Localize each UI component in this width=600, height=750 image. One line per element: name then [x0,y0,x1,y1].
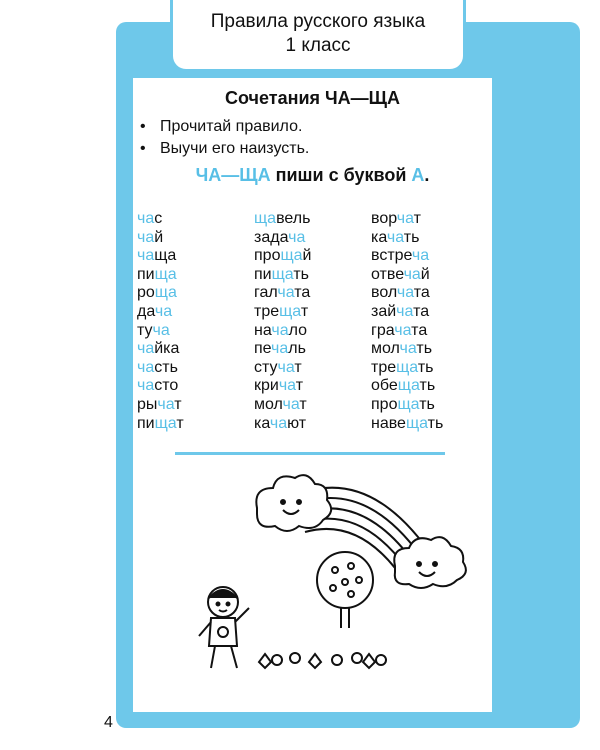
word-part: ть [419,395,435,413]
word-item [371,210,443,229]
word-part: на [254,321,272,339]
word-part: ль [288,340,306,358]
word-highlight: ща [397,377,420,395]
word-item [137,322,184,341]
word-part: вор [371,210,397,227]
word-part: наве [371,414,406,432]
word-item [254,322,311,341]
word-part: сто [154,377,179,395]
word-item [137,210,184,229]
word-highlight: ща [154,265,177,283]
word-highlight: ча [269,414,288,432]
word-part: т [294,358,302,376]
word-part: встре [371,247,412,265]
word-part: т [413,210,421,227]
word-highlight: ща [154,284,177,302]
word-part: тре [254,302,280,320]
word-part: гал [254,284,278,302]
rule-end: . [424,165,430,185]
grade-label: 1 класс [285,35,351,56]
rule-statement [133,165,492,186]
word-highlight: ча [157,395,175,413]
word-item [137,396,184,415]
word-part: й [302,247,312,265]
word-item [137,359,184,378]
list-item [140,138,309,160]
word-item [371,266,443,285]
word-part: ры [137,395,158,413]
word-highlight: ча [386,228,404,246]
word-item [254,303,311,322]
word-highlight: ча [137,358,155,376]
word-part: ть [417,358,434,376]
word-highlight: ча [282,395,300,413]
word-part: ло [288,321,308,339]
word-part: да [137,302,155,320]
rule-text: пиши с буквой [270,165,412,185]
word-item [254,247,311,266]
bullet-icon: • [140,118,146,135]
word-item [371,229,443,248]
word-part: йка [154,340,180,358]
word-item [254,210,311,229]
word-part: ть [427,414,444,432]
word-highlight: ча [277,358,295,376]
word-highlight: ща [279,302,301,320]
word-item [371,322,443,341]
word-item [254,415,311,434]
word-part: т [300,302,309,320]
word-part: пе [254,340,272,358]
word-part: т [174,395,182,413]
word-item [137,377,184,396]
word-highlight: ча [396,284,414,302]
tree-icon [317,552,373,628]
instruction-text: Прочитай правило. [160,118,303,135]
word-part: ют [287,414,307,432]
word-part: т [299,395,307,413]
word-part: тре [371,358,397,376]
word-column-3 [371,210,443,433]
word-part: та [294,284,311,302]
word-part: та [413,302,430,320]
word-item [254,340,311,359]
word-part: ка [254,414,270,432]
word-part: с [154,210,163,227]
word-part: мол [371,340,400,358]
word-item [371,396,443,415]
word-part: обе [371,377,398,395]
word-highlight: ща [271,265,294,283]
list-item [140,116,309,138]
word-part: ка [371,228,387,246]
bullet-icon: • [140,140,146,157]
word-column-1 [137,210,184,433]
cloud-icon [256,475,331,531]
word-highlight: ча [154,302,173,320]
word-highlight: ча [137,247,155,265]
word-item [371,284,443,303]
word-part: сть [154,358,178,376]
page-title: Сочетания ЧА—ЩА [224,88,401,108]
word-item [254,359,311,378]
word-part: гра [371,321,395,339]
word-part: отве [371,265,404,283]
word-part: ща [154,247,177,265]
word-highlight: ча [137,210,155,227]
child-icon [199,587,249,668]
word-highlight: ча [137,340,155,358]
word-item [254,377,311,396]
word-part: вель [276,210,311,227]
book-header [170,0,466,72]
word-part: мол [254,395,283,413]
word-item [137,415,184,434]
word-highlight: ча [137,228,155,246]
word-part: та [411,321,428,339]
word-highlight: ча [396,302,414,320]
book-title: Правила русского языка [210,11,426,32]
word-highlight: ча [137,377,155,395]
word-item [137,229,184,248]
rule-letter: А [411,165,425,185]
word-part: т [176,414,184,432]
word-part: т [295,377,304,395]
word-highlight: ща [405,414,428,432]
divider [175,452,445,455]
word-part: зада [254,228,289,246]
word-item [137,303,184,322]
word-item [254,229,311,248]
word-item [371,415,443,434]
instructions-list [140,116,309,160]
word-item [371,303,443,322]
word-highlight: ча [278,377,296,395]
word-part: пи [254,265,272,283]
word-item [137,340,184,359]
word-highlight: ща [280,247,303,265]
word-highlight: ча [396,210,414,227]
word-highlight: ча [277,284,295,302]
word-part: пи [137,414,155,432]
word-highlight: ща [397,395,420,413]
word-part: вол [371,284,397,302]
word-highlight: ща [154,414,177,432]
word-item [137,266,184,285]
word-item [371,247,443,266]
word-highlight: ща [396,358,418,376]
word-part: й [420,265,430,283]
word-part: ть [416,340,433,358]
word-part: пи [137,265,155,283]
word-part: сту [254,358,278,376]
word-part: зай [371,302,397,320]
instruction-text: Выучи его наизусть. [160,140,310,157]
word-item [137,247,184,266]
word-item [371,377,443,396]
word-part: ть [403,228,420,246]
word-part: про [371,395,398,413]
word-highlight: ча [403,265,421,283]
word-item [254,266,311,285]
illustration [195,470,475,685]
word-column-2 [254,210,311,433]
word-highlight: ча [271,321,289,339]
flowers-icon [259,653,386,668]
word-highlight: ча [394,321,412,339]
word-part: ть [419,377,436,395]
word-part: ту [137,321,153,339]
word-highlight: ща [254,210,277,227]
word-part: ть [293,265,309,283]
word-highlight: ча [411,247,430,265]
word-item [254,396,311,415]
cloud-icon [394,537,466,588]
word-highlight: ча [271,340,289,358]
word-part: та [413,284,430,302]
word-highlight: ча [288,228,306,246]
rule-highlight: ЧА—ЩА [195,165,271,185]
word-item [254,284,311,303]
word-part: й [154,228,164,246]
word-item [371,340,443,359]
word-highlight: ча [399,340,417,358]
page-number: 4 [104,714,113,731]
word-item [371,359,443,378]
word-item [137,284,184,303]
word-part: ро [137,284,155,302]
word-highlight: ча [152,321,170,339]
word-part: про [254,247,281,265]
word-part: кри [254,377,279,395]
